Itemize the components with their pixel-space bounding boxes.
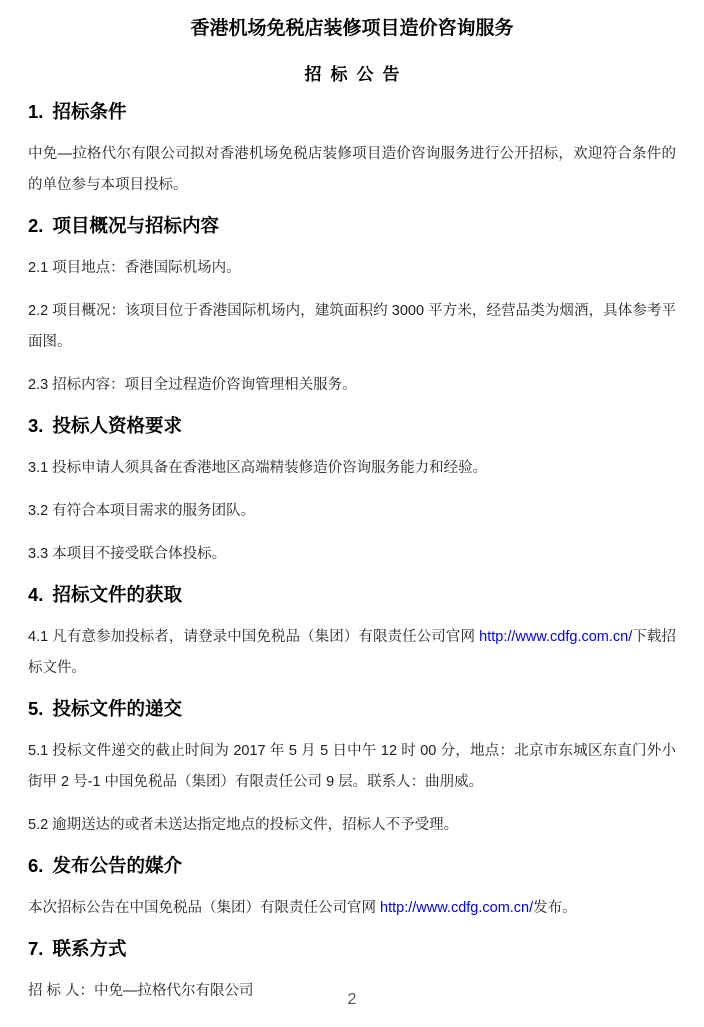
section-2-heading <box>28 215 676 237</box>
section-5-title: 投标文件的递交 <box>52 698 182 719</box>
section-2-paragraph-3: 2.3 招标内容：项目全过程造价咨询管理相关服务。 <box>28 377 357 393</box>
section-4-heading <box>28 584 676 606</box>
section-2-number: 2. <box>28 215 44 236</box>
page-footer <box>0 991 704 1009</box>
cdfg-website-link[interactable]: http://www.cdfg.com.cn/ <box>380 900 534 916</box>
page-number: 2 <box>347 991 357 1008</box>
section-3-paragraph-3: 3.3 本项目不接受联合体投标。 <box>28 546 227 562</box>
section-3-number: 3. <box>28 415 44 436</box>
section-4-number: 4. <box>28 584 44 605</box>
document-subtitle: 招标公告 <box>304 65 409 84</box>
section-5-paragraph-2: 5.2 逾期送达的或者未送达指定地点的投标文件，招标人不予受理。 <box>28 817 459 833</box>
text-before-link: 4.1 凡有意参加投标者，请登录中国免税品（集团）有限责任公司官网 <box>28 629 480 645</box>
text-after-link: 发布。 <box>533 900 577 916</box>
section-5-heading <box>28 698 676 720</box>
section-4-paragraph-1 <box>28 622 676 684</box>
section-2-paragraph-1: 2.1 项目地点：香港国际机场内。 <box>28 260 241 276</box>
section-1-heading <box>28 101 676 123</box>
cdfg-website-link[interactable]: http://www.cdfg.com.cn/ <box>479 629 633 645</box>
section-3-title: 投标人资格要求 <box>52 415 182 436</box>
section-1-number: 1. <box>28 101 44 122</box>
section-6-paragraph-1 <box>28 893 676 924</box>
section-7-paragraph-1: 招 标 人：中免—拉格代尔有限公司 <box>28 983 254 999</box>
section-5-paragraph-1: 5.1 投标文件递交的截止时间为 2017 年 5 月 5 日中午 12 时 00 分，地点：北京市东城区东直门外小街甲 2 号-1 中国免税品（集团）有限责任公司 9 层。联系人：曲朋威。 <box>28 743 676 790</box>
section-7-number: 7. <box>28 938 44 959</box>
section-3-paragraph-1: 3.1 投标申请人须具备在香港地区高端精装修造价咨询服务能力和经验。 <box>28 460 488 476</box>
text-before-link: 本次招标公告在中国免税品（集团）有限责任公司官网 <box>28 900 381 916</box>
section-5-number: 5. <box>28 698 44 719</box>
section-1-title: 招标条件 <box>52 101 127 122</box>
section-7-heading <box>28 938 676 960</box>
section-3-paragraph-2: 3.2 有符合本项目需求的服务团队。 <box>28 503 256 519</box>
section-6-title: 发布公告的媒介 <box>52 855 182 876</box>
document-title: 香港机场免税店装修项目造价咨询服务 <box>190 18 514 39</box>
section-7-title: 联系方式 <box>52 938 127 959</box>
section-3-heading <box>28 415 676 437</box>
section-2-title: 项目概况与招标内容 <box>52 215 219 236</box>
section-6-number: 6. <box>28 855 44 876</box>
section-2-paragraph-2: 2.2 项目概况：该项目位于香港国际机场内，建筑面积约 3000 平方米，经营品类为烟酒，具体参考平面图。 <box>28 303 676 350</box>
section-6-heading <box>28 855 676 877</box>
text-after-link: 下载招标文件。 <box>28 629 676 676</box>
section-4-title: 招标文件的获取 <box>52 584 182 605</box>
section-1-paragraph-1: 中免—拉格代尔有限公司拟对香港机场免税店装修项目造价咨询服务进行公开招标，欢迎符合条件的的单位参与本项目投标。 <box>28 146 676 193</box>
